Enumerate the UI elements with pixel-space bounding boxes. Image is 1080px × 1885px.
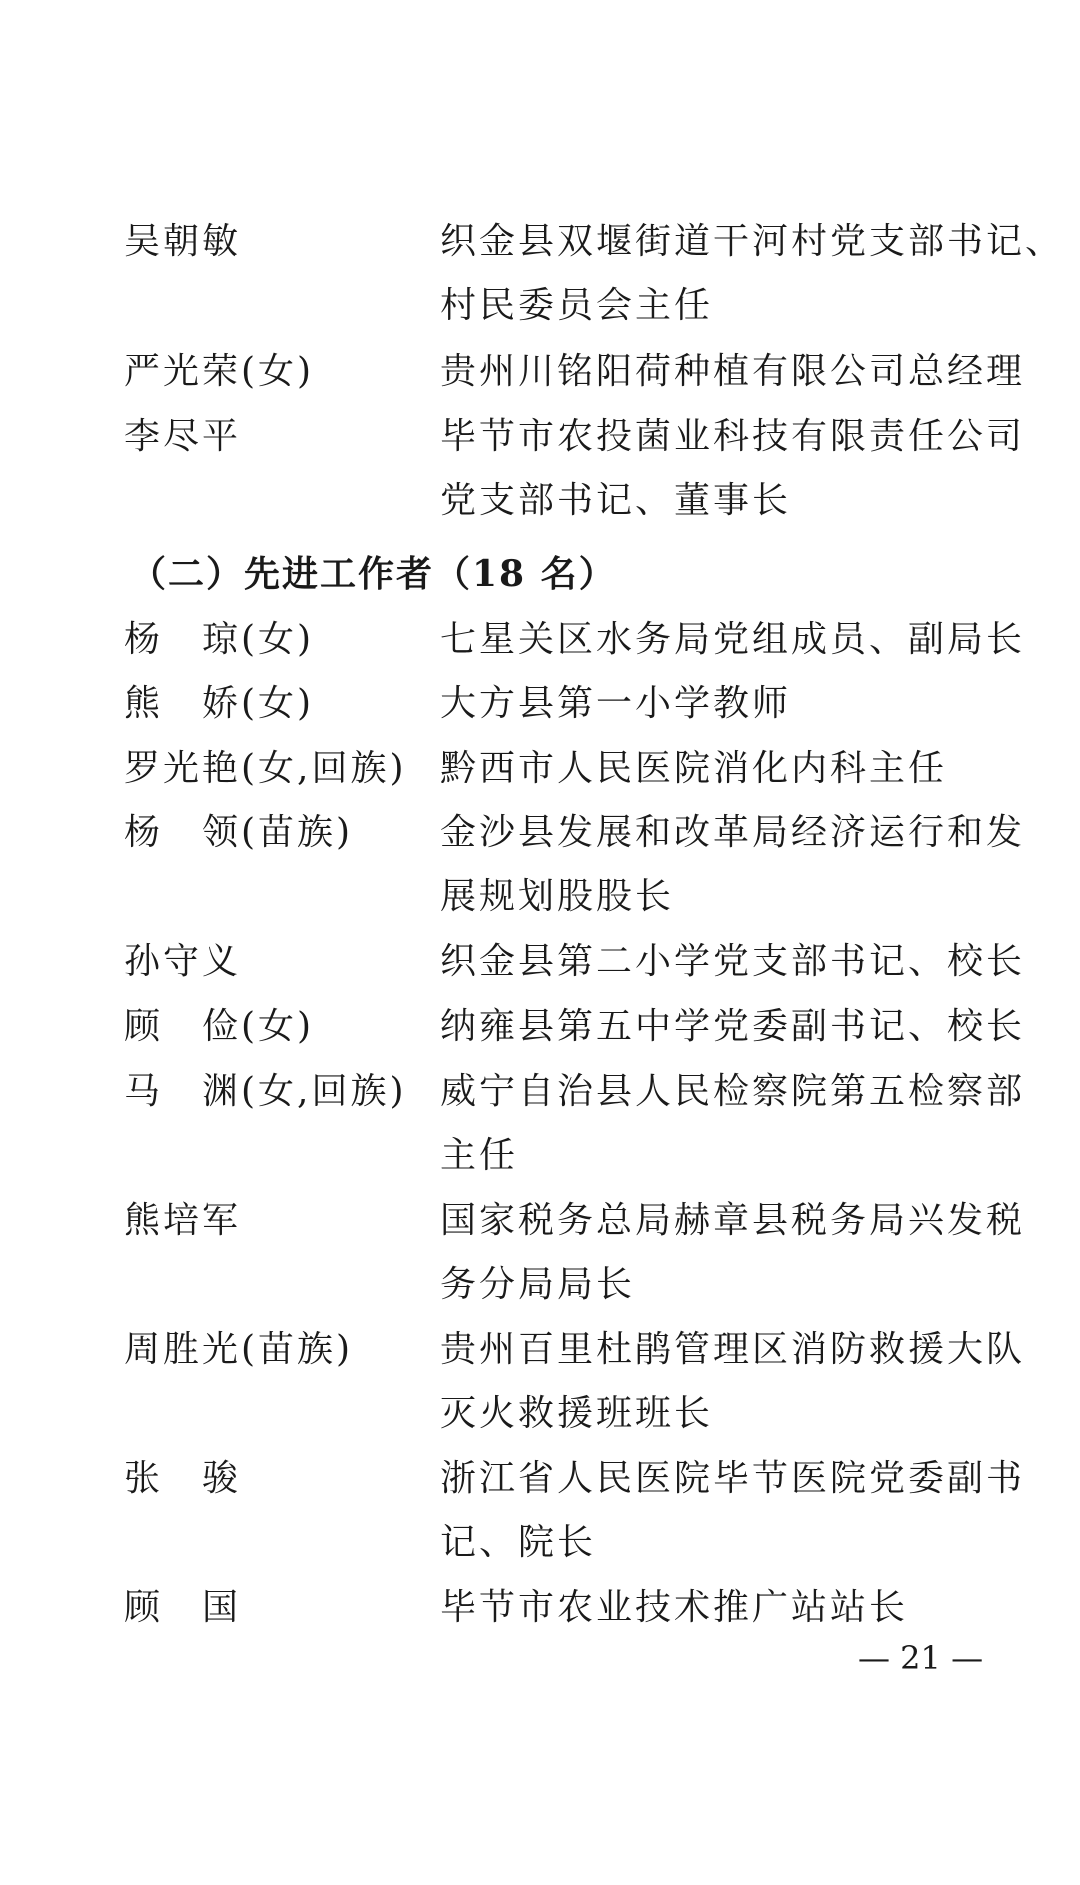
person-name: 熊 娇(女) bbox=[124, 683, 315, 724]
person-name: 李尽平 bbox=[124, 416, 242, 457]
person-title: 浙江省人民医院毕节医院党委副书 记、院长 bbox=[440, 1458, 1026, 1563]
person-name: 马 渊(女,回族) bbox=[124, 1071, 407, 1112]
section-heading: （二）先进工作者（18 名） bbox=[130, 553, 617, 595]
person-name: 顾 国 bbox=[124, 1587, 242, 1628]
person-name: 杨 琼(女) bbox=[124, 619, 315, 660]
person-name: 杨 领(苗族) bbox=[124, 812, 354, 853]
person-title: 国家税务总局赫章县税务局兴发税 务分局局长 bbox=[440, 1200, 1026, 1305]
person-name: 周胜光(苗族) bbox=[124, 1329, 354, 1370]
person-name: 吴朝敏 bbox=[124, 221, 242, 262]
person-title: 贵州百里杜鹃管理区消防救援大队 灭火救援班班长 bbox=[440, 1329, 1026, 1434]
person-title: 大方县第一小学教师 bbox=[440, 683, 792, 724]
person-title: 贵州川铭阳荷种植有限公司总经理 bbox=[440, 351, 1026, 392]
person-title: 七星关区水务局党组成员、副局长 bbox=[440, 619, 1026, 660]
person-name: 张 骏 bbox=[124, 1458, 242, 1499]
person-title: 黔西市人民医院消化内科主任 bbox=[440, 748, 948, 789]
person-title: 威宁自治县人民检察院第五检察部 主任 bbox=[440, 1071, 1026, 1176]
person-title: 织金县双堰街道干河村党支部书记、 村民委员会主任 bbox=[440, 221, 1065, 326]
person-title: 纳雍县第五中学党委副书记、校长 bbox=[440, 1006, 1026, 1047]
page-number: — 21 — bbox=[858, 1639, 984, 1677]
person-name: 孙守义 bbox=[124, 941, 242, 982]
person-title: 毕节市农投菌业科技有限责任公司 党支部书记、董事长 bbox=[440, 416, 1026, 521]
person-title: 金沙县发展和改革局经济运行和发 展规划股股长 bbox=[440, 812, 1026, 917]
person-name: 顾 俭(女) bbox=[124, 1006, 315, 1047]
person-name: 罗光艳(女,回族) bbox=[124, 748, 407, 789]
person-name: 严光荣(女) bbox=[124, 351, 315, 392]
person-title: 织金县第二小学党支部书记、校长 bbox=[440, 941, 1026, 982]
person-name: 熊培军 bbox=[124, 1200, 242, 1241]
person-title: 毕节市农业技术推广站站长 bbox=[440, 1587, 909, 1628]
